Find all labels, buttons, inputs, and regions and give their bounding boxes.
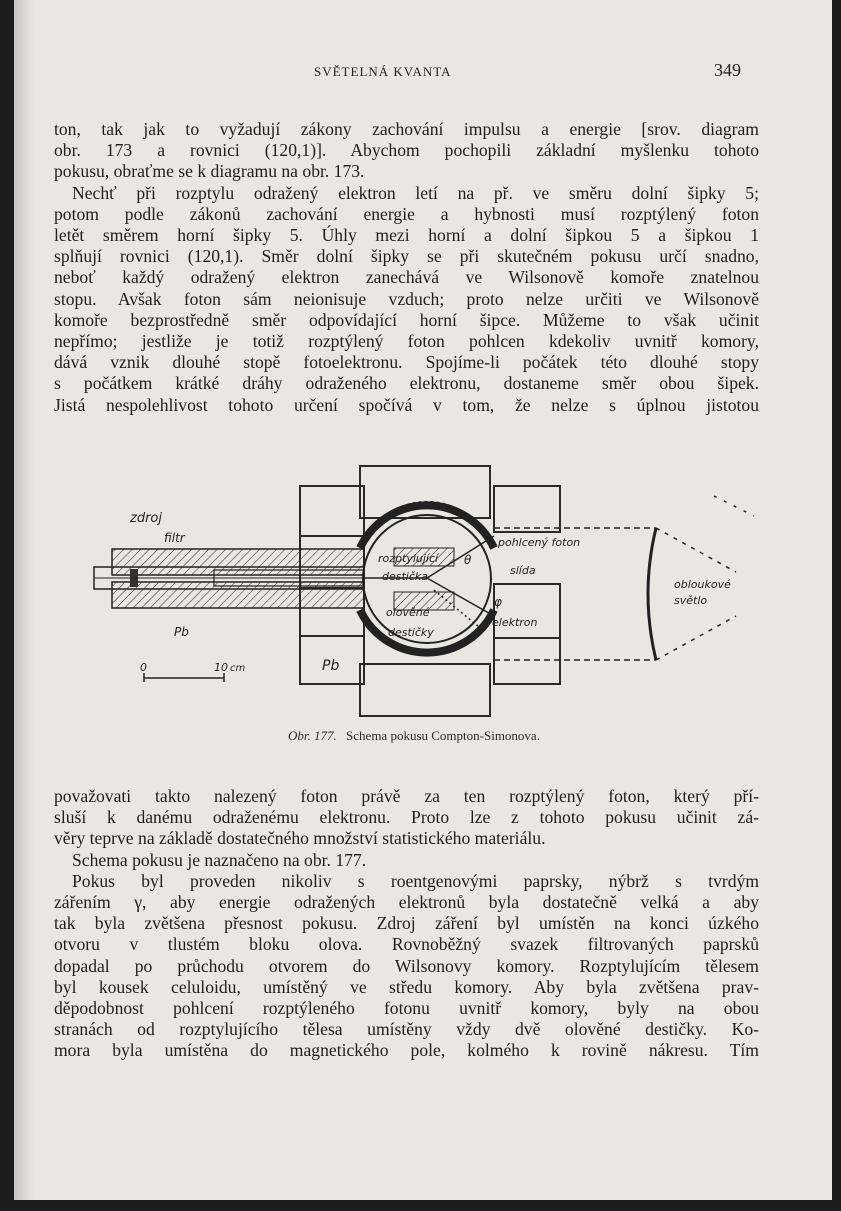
book-page bbox=[14, 0, 832, 1200]
paragraph-bottom bbox=[54, 786, 759, 1062]
text-line: Schema pokusu je naznačeno na obr. 177. bbox=[72, 849, 367, 870]
label-svetlo: světlo bbox=[674, 594, 708, 607]
label-theta: θ bbox=[464, 553, 472, 567]
text-line: s počátkem krátké dráhy odraženého elektronu, dostaneme směr obou šipek. bbox=[54, 373, 759, 394]
figure-caption bbox=[184, 728, 644, 744]
label-pohlceny-foton: pohlcený foton bbox=[498, 536, 581, 549]
label-elektron: elektron bbox=[492, 616, 538, 629]
text-line: děpodobnost pohlcení rozptýleného fotonu uvnitř komory, byly na obou bbox=[54, 998, 759, 1019]
page-number: 349 bbox=[714, 60, 741, 80]
label-scale-ten: 10 bbox=[214, 661, 228, 674]
text-line: otvoru v tlustém bloku olova. Rovnoběžný svazek filtrovaných paprsků bbox=[54, 934, 759, 955]
text-line: tak byla zvětšena přesnost pokusu. Zdroj záření byl umístěn na konci úzkého bbox=[54, 913, 759, 934]
figure-diagram bbox=[64, 456, 774, 726]
text-line: potom podle zákonů zachování energie a hybnosti musí rozptýlený foton bbox=[54, 203, 759, 224]
label-desticky: destičky bbox=[388, 626, 434, 639]
collimator bbox=[94, 549, 364, 608]
text-line: splňují rovnici (120,1). Směr dolní šipky se při skutečném pokusu určí snadno, bbox=[54, 246, 759, 267]
label-scale-unit: cm bbox=[230, 663, 246, 674]
running-head: SVĚTELNÁ KVANTA bbox=[314, 64, 452, 79]
paragraph-top bbox=[54, 119, 759, 416]
text-line: letět směrem horní šipky 5. Úhly mezi horní a dolní šipkou 5 a šipkou 1 bbox=[54, 225, 759, 246]
label-filtr: filtr bbox=[164, 531, 185, 545]
text-line: Pokus byl proveden nikoliv s roentgenovými paprsky, nýbrž s tvrdým bbox=[72, 870, 759, 891]
label-slida: slída bbox=[510, 564, 536, 577]
text-line: zářením γ, aby energie odražených elektronů byla dostatečně velká a aby bbox=[54, 892, 759, 913]
text-line: dopadal po průchodu otvorem do Wilsonovy komory. Rozptylujícím tělesem bbox=[54, 955, 759, 976]
text-line: neboť každý odražený elektron zanechává ve Wilsonově komoře znatelnou bbox=[54, 267, 759, 288]
caption-text: Schema pokusu Compton-Simonova. bbox=[346, 728, 540, 743]
label-scale-zero: 0 bbox=[140, 661, 147, 674]
label-desticka: destička bbox=[382, 570, 429, 583]
text-line: obr. 173 a rovnici (120,1)]. Abychom pochopili základní myšlenku tohoto bbox=[54, 140, 759, 161]
text-line: stopu. Avšak foton sám neionisuje vzduch; proto nelze určiti ve Wilsonově bbox=[54, 288, 759, 309]
page-gutter-shadow bbox=[14, 0, 34, 1200]
scale-bar bbox=[144, 673, 224, 682]
text-line: sluší k danému odraženému elektronu. Proto lze z tohoto pokusu učinit zá- bbox=[54, 807, 759, 828]
label-rozptylujici: rozptylující bbox=[378, 552, 439, 565]
text-line: nepřímo; jestliže je totiž rozptýlený foton pohlcen kdekoliv uvnitř komory, bbox=[54, 331, 759, 352]
text-line: dává vznik dlouhé stopě fotoelektronu. Spojíme-li počátek této dlouhé stopy bbox=[54, 352, 759, 373]
text-line: mora byla umístěna do magnetického pole, kolmého k rovině nákresu. Tím bbox=[54, 1040, 759, 1061]
label-pb-bottom: Pb bbox=[322, 658, 340, 674]
text-line: ton, tak jak to vyžadují zákony zachování impulsu a energie [srov. diagram bbox=[54, 119, 759, 139]
label-pb-left: Pb bbox=[174, 625, 189, 639]
text-line: Jistá nespolehlivost tohoto určení spočívá v tom, že nelze s úplnou jistotou bbox=[54, 394, 759, 415]
text-line: věry teprve na základě dostatečného množství statistického materiálu. bbox=[54, 828, 546, 849]
text-line: byl kousek celuloidu, umístěný ve středu komory. Aby byla zvětšena prav- bbox=[54, 976, 759, 997]
text-line: stranách od rozptylujícího tělesa umístěny vždy dvě olověné destičky. Ko- bbox=[54, 1019, 759, 1040]
caption-figure-number: Obr. 177. bbox=[288, 728, 337, 743]
label-olovene: olověné bbox=[386, 606, 430, 619]
text-line: považovati takto nalezený foton právě za ten rozptýlený foton, který pří- bbox=[54, 786, 759, 806]
label-zdroj: zdroj bbox=[130, 511, 162, 526]
label-phi: φ bbox=[494, 595, 502, 609]
text-line: Nechť při rozptylu odražený elektron letí na př. ve směru dolní šipky 5; bbox=[72, 182, 759, 203]
text-line: pokusu, obraťme se k diagramu na obr. 173. bbox=[54, 161, 365, 182]
figure-compton-simon-schema bbox=[64, 456, 774, 726]
label-obloukove: obloukové bbox=[674, 578, 731, 591]
text-line: komoře bezprostředně směr odpovídající horní šipce. Můžeme to však učinit bbox=[54, 309, 759, 330]
